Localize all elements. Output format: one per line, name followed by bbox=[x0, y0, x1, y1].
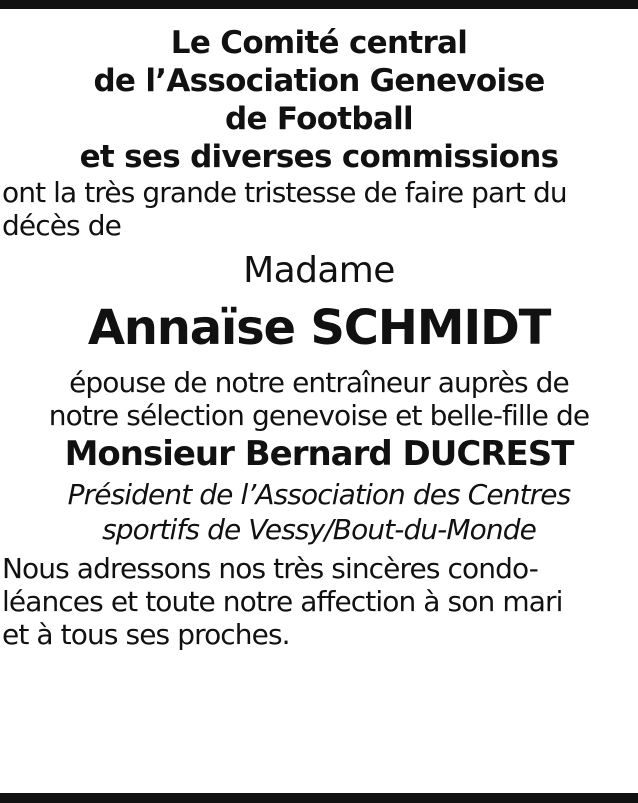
deceased-name: Annaïse SCHMIDT bbox=[87, 300, 551, 356]
closing-line: et à tous ses proches. bbox=[2, 618, 290, 651]
header-line: Le Comité central bbox=[170, 25, 468, 61]
father-in-law-name: Monsieur Bernard DUCREST bbox=[64, 434, 574, 474]
intro-line: ont la très grande tristesse de faire part du bbox=[2, 176, 567, 209]
bottom-border-rule bbox=[0, 793, 638, 803]
obituary-notice bbox=[0, 24, 638, 651]
title-line: sportifs de Vessy/Bout-du-Monde bbox=[102, 513, 536, 546]
relation-line: épouse de notre entraîneur auprès de bbox=[69, 366, 569, 399]
header-line: et ses diverses commissions bbox=[79, 139, 559, 175]
deceased-honorific: Madame bbox=[243, 250, 395, 291]
header-line: de l’Association Genevoise bbox=[93, 63, 545, 99]
top-border-rule bbox=[0, 0, 638, 9]
father-in-law-title bbox=[0, 478, 638, 546]
intro-line: décès de bbox=[2, 209, 121, 242]
closing-text bbox=[0, 552, 638, 651]
relation-text bbox=[0, 366, 638, 432]
closing-line: Nous adressons nos très sincères condo- bbox=[2, 552, 538, 585]
intro-text bbox=[0, 176, 638, 242]
title-line: Président de l’Association des Centres bbox=[67, 478, 571, 511]
relation-line: notre sélection genevoise et belle-fille de bbox=[48, 399, 590, 432]
closing-line: léances et toute notre affection à son mari bbox=[2, 585, 563, 618]
notice-header bbox=[0, 24, 638, 176]
header-line: de Football bbox=[224, 101, 413, 137]
